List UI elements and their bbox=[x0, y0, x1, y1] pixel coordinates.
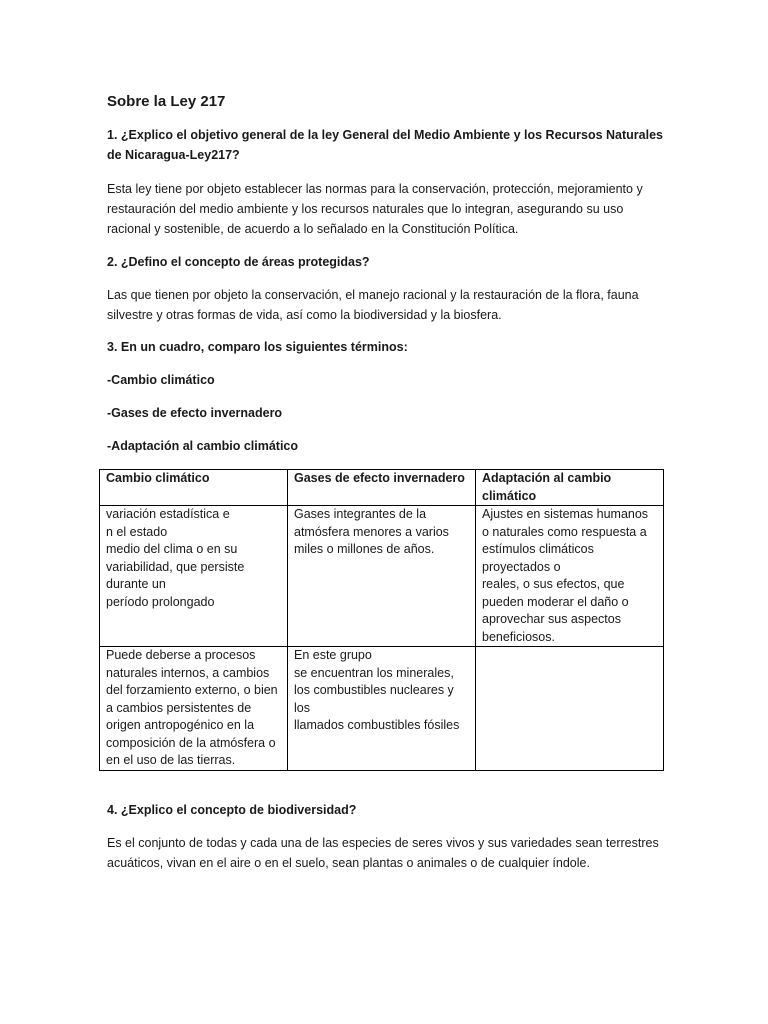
term-item: -Adaptación al cambio climático bbox=[107, 439, 299, 453]
table-header-cell: Cambio climático bbox=[100, 470, 288, 506]
question-4: 4. ¿Explico el concepto de biodiversidad? bbox=[107, 803, 357, 817]
answer-4: Es el conjunto de todas y cada una de las especies de seres vivos y sus variedades sean terrestres acuáticos, vivan en el aire o en el suelo, sean plantas o animales o de cualquier índole. bbox=[107, 836, 659, 870]
term-item: -Cambio climático bbox=[107, 373, 215, 387]
answer-1: Esta ley tiene por objeto establecer las normas para la conservación, protección, mejoramiento y restauración del medio ambiente y los recursos naturales que lo integran, asegurando su uso racional y sostenible, de acuerdo a lo señalado en la Constitución Política. bbox=[107, 182, 643, 236]
comparison-table bbox=[99, 469, 664, 771]
table-cell: Ajustes en sistemas humanos o naturales como respuesta a estímulos climáticos proyectados o reales, o sus efectos, que pueden moderar el daño o aprovechar sus aspectos beneficiosos. bbox=[476, 506, 664, 647]
page-title: Sobre la Ley 217 bbox=[107, 93, 226, 110]
question-1: 1. ¿Explico el objetivo general de la ley General del Medio Ambiente y los Recursos Naturales de Nicaragua-Ley217? bbox=[107, 128, 663, 162]
question-2: 2. ¿Defino el concepto de áreas protegidas? bbox=[107, 255, 370, 269]
table-row bbox=[100, 506, 664, 647]
answer-2: Las que tienen por objeto la conservación, el manejo racional y la restauración de la flora, fauna silvestre y otras formas de vida, así como la biodiversidad y la biosfera. bbox=[107, 288, 639, 322]
table-cell bbox=[476, 647, 664, 771]
table-header-cell: Adaptación al cambio climático bbox=[476, 470, 664, 506]
table-header-cell: Gases de efecto invernadero bbox=[288, 470, 476, 506]
table-cell: En este grupo se encuentran los minerales, los combustibles nucleares y los llamados combustibles fósiles bbox=[288, 647, 476, 771]
term-item: -Gases de efecto invernadero bbox=[107, 406, 283, 420]
table-row bbox=[100, 647, 664, 771]
table-cell: Gases integrantes de la atmósfera menores a varios miles o millones de años. bbox=[288, 506, 476, 647]
table-header-row bbox=[100, 470, 664, 506]
table-cell: variación estadística e n el estado medio del clima o en su variabilidad, que persiste durante un período prolongado bbox=[100, 506, 288, 647]
table-cell: Puede deberse a procesos naturales internos, a cambios del forzamiento externo, o bien a cambios persistentes de origen antropogénico en la composición de la atmósfera o en el uso de las tierras. bbox=[100, 647, 288, 771]
question-3: 3. En un cuadro, comparo los siguientes términos: bbox=[107, 340, 408, 354]
